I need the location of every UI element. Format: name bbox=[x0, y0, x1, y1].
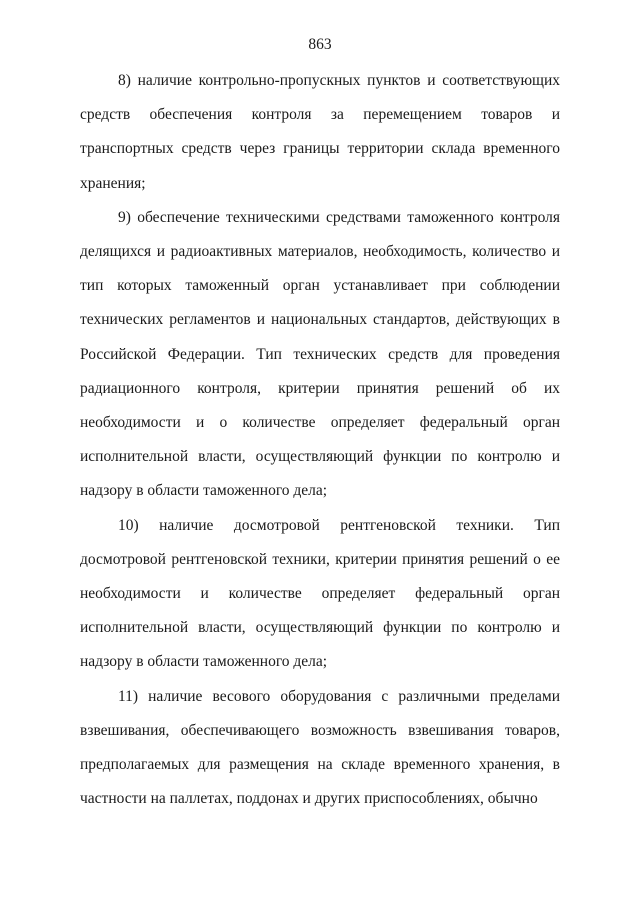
page-number: 863 bbox=[308, 36, 332, 53]
paragraph-item-8: 8) наличие контрольно-пропускных пунктов и соответствующих средств обеспечения контроля за перемещением товаров и транспортных средств через границы территории склада временного хранения; bbox=[80, 72, 560, 192]
paragraph-item-11: 11) наличие весового оборудования с различными пределами взвешивания, обеспечивающего возможность взвешивания товаров, предполагаемых для размещения на складе временного хранения, в частности на паллетах, поддонах и других приспособлениях, обычно bbox=[80, 687, 560, 808]
paragraph-item-10: 10) наличие досмотровой рентгеновской техники. Тип досмотровой рентгеновской техники, критерии принятия решений о ее необходимости и количестве определяет федеральный орган исполнительной власти, осуществляющий функции по контролю и надзору в области таможенного дела; bbox=[80, 516, 560, 671]
body-text bbox=[80, 64, 560, 816]
paragraph-item-9: 9) обеспечение техническими средствами таможенного контроля делящихся и радиоактивных материалов, необходимость, количество и тип которых таможенный орган устанавливает при соблюдении технических регламентов и национальных стандартов, действующих в Российской Федерации. Тип технических средств для проведения радиационного контроля, критерии принятия решений об их необходимости и о количестве определяет федеральный орган исполнительной власти, осуществляющий функции по контролю и надзору в области таможенного дела; bbox=[80, 208, 560, 500]
